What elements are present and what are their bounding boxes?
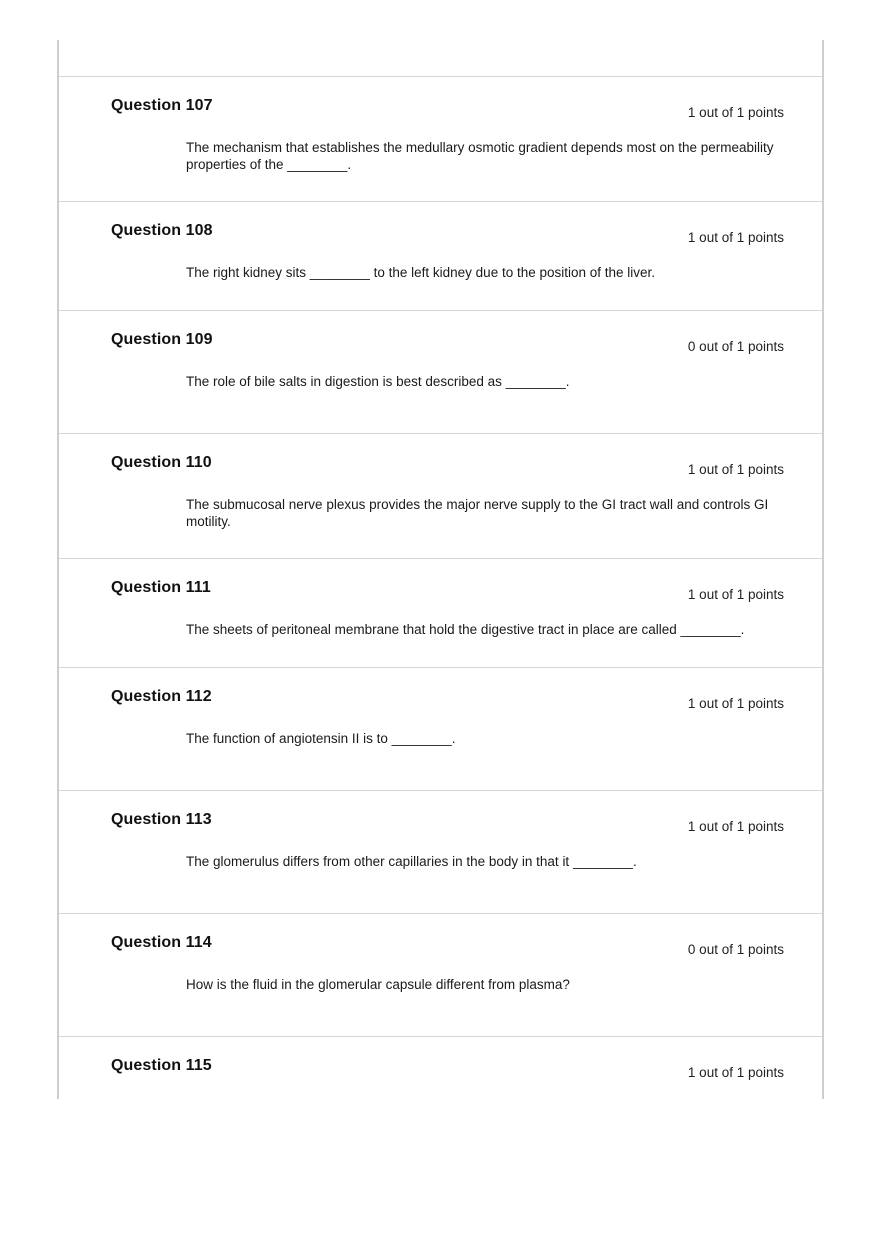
question-text: The right kidney sits ________ to the left kidney due to the position of the liver. — [186, 265, 656, 280]
question-title: Question 114 — [111, 934, 212, 951]
question-block — [59, 914, 822, 1037]
question-title: Question 108 — [111, 222, 213, 239]
question-score: 1 out of 1 points — [687, 696, 784, 711]
question-block — [59, 202, 822, 311]
previous-question-end — [59, 40, 822, 77]
question-score: 0 out of 1 points — [687, 942, 784, 957]
question-score: 1 out of 1 points — [687, 587, 784, 602]
question-block — [59, 311, 822, 434]
question-score: 1 out of 1 points — [687, 1065, 784, 1080]
question-text: The function of angiotensin II is to ________. — [186, 731, 456, 746]
question-block — [59, 559, 822, 668]
question-title: Question 113 — [111, 811, 212, 828]
question-title: Question 111 — [111, 579, 211, 596]
question-text: The sheets of peritoneal membrane that hold the digestive tract in place are called ________. — [186, 622, 745, 637]
question-block — [59, 668, 822, 791]
question-text: The submucosal nerve plexus provides the major nerve supply to the GI tract wall and controls GI motility. — [186, 497, 769, 529]
question-text: How is the fluid in the glomerular capsule different from plasma? — [186, 977, 570, 992]
question-text: The role of bile salts in digestion is best described as ________. — [186, 374, 570, 389]
question-score: 1 out of 1 points — [687, 819, 784, 834]
question-block — [59, 1037, 822, 1099]
question-text: The glomerulus differs from other capillaries in the body in that it ________. — [186, 854, 637, 869]
question-block — [59, 434, 822, 559]
question-block — [59, 791, 822, 914]
question-text: The mechanism that establishes the medullary osmotic gradient depends most on the permeability properties of the ________. — [186, 140, 774, 172]
question-score: 0 out of 1 points — [687, 339, 784, 354]
question-score: 1 out of 1 points — [687, 105, 784, 120]
question-score: 1 out of 1 points — [687, 230, 784, 245]
question-title: Question 110 — [111, 454, 212, 471]
question-block — [59, 77, 822, 202]
question-title: Question 112 — [111, 688, 212, 705]
question-title: Question 107 — [111, 97, 213, 114]
question-score: 1 out of 1 points — [687, 462, 784, 477]
question-title: Question 109 — [111, 331, 213, 348]
quiz-results-panel — [57, 40, 824, 1099]
question-title: Question 115 — [111, 1057, 212, 1074]
